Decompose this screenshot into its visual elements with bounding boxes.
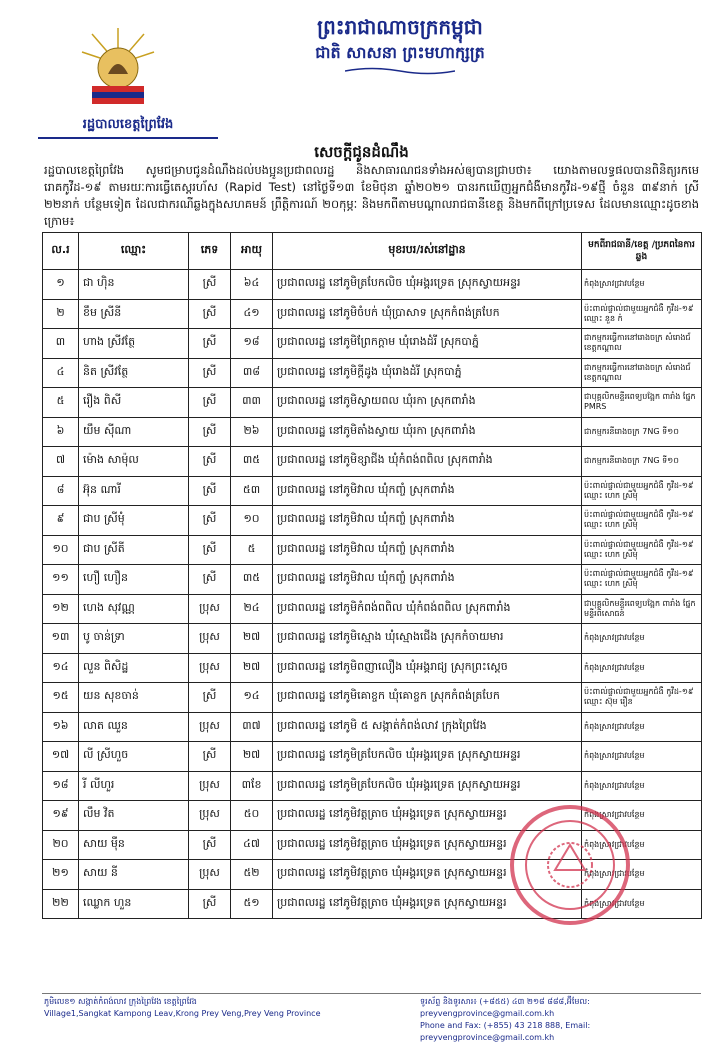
- infection-source: ប៉ះពាល់ផ្ទាល់ជាមួយអ្នកជំងឺ កូវីដ-១៩ ឈ្មោះ ស៊ុម រឿន: [582, 683, 702, 713]
- patient-address: ប្រជាពលរដ្ឋ នៅភូមិស្មោង ឃុំស្មោងជើង ស្រុកកំចាយមារ: [273, 624, 582, 654]
- row-number: ១១: [43, 565, 79, 595]
- official-stamp-icon: [505, 800, 635, 930]
- row-number: ៨: [43, 476, 79, 506]
- patient-age: ២៧: [231, 624, 273, 654]
- patient-name: រី លីហួរ: [79, 771, 189, 801]
- infection-source: ប៉ះពាល់ផ្ទាល់ជាមួយអ្នកជំងឺ កូវីដ-១៩ ឈ្មោះ ហេក ស្រីមុំ: [582, 565, 702, 595]
- patient-name: និត ស្រីវត្ថែ: [79, 358, 189, 388]
- footer-contact: [420, 996, 723, 1044]
- infection-source: កំពុងស្រាវជ្រាវបន្ថែម: [582, 653, 702, 683]
- province-emblem-icon: [78, 24, 158, 112]
- patient-gender: ស្រី: [189, 535, 231, 565]
- patient-address: ប្រជាពលរដ្ឋ នៅភូមិវត្តត្រាច ឃុំអង្គរទ្រេត ស្រុកស្វាយអន្ទរ: [273, 830, 582, 860]
- footer-contact-en: Phone and Fax: (+855) 43 218 888, Email: preyvengprovince@gmail.com.kh: [420, 1021, 591, 1042]
- national-motto: ជាតិ សាសនា ព្រះមហាក្សត្រ: [315, 43, 485, 62]
- table-row: [43, 329, 702, 359]
- patient-name: ហាង ស្រីវត្ថែ: [79, 329, 189, 359]
- patient-age: ៥២: [231, 860, 273, 890]
- table-row: [43, 653, 702, 683]
- patient-gender: ប្រុស: [189, 771, 231, 801]
- patient-address: ប្រជាពលរដ្ឋ នៅភូមិស្វាយពល ឃុំរកា ស្រុកពារាំង: [273, 388, 582, 418]
- patient-address: ប្រជាពលរដ្ឋ នៅភូមិត្របែកលិច ឃុំអង្គរទ្រេត ស្រុកស្វាយអន្ទរ: [273, 742, 582, 772]
- patient-age: ៣៥: [231, 565, 273, 595]
- footer-divider: [42, 993, 701, 994]
- table-row: [43, 624, 702, 654]
- patient-address: ប្រជាពលរដ្ឋ នៅភូមិខ្សាជីង ឃុំកំពង់ពពិល ស្រុកពារាំង: [273, 447, 582, 477]
- patient-age: ៣៧: [231, 712, 273, 742]
- province-name: រដ្ឋបាលខេត្តព្រៃវែង: [38, 116, 218, 139]
- row-number: ១៦: [43, 712, 79, 742]
- row-number: ១៣: [43, 624, 79, 654]
- infection-source: កំពុងស្រាវជ្រាវបន្ថែម: [582, 624, 702, 654]
- patient-name: ជា ហ៊ិន: [79, 270, 189, 300]
- patient-gender: ស្រី: [189, 565, 231, 595]
- col-header-gender: ភេទ: [189, 233, 231, 270]
- patient-name: អ៊ុន ណារី: [79, 476, 189, 506]
- notice-intro: រដ្ឋបាលខេត្តព្រៃវែង សូមជម្រាបជូនដំណឹងដល់បងប្អូនប្រជាពលរដ្ឋ និងសាធារណជនទាំងអស់ឲ្យបានជ្រាបថា៖ យោងតាមលទ្ធផលបានពិនិត្យរកមេរោគកូវីដ-១៩ តាមរយៈការធ្វើតេស្តរហ័ស (Rapid Test) នៅថ្ងៃទី១៣ ខែមិថុនា ឆ្នាំ២០២១ បានរកឃើញអ្នកជំងឺមានកូវីដ-១៩ថ្មី ចំនួន ៣៩នាក់ ស្រី ២២នាក់ បន្ថែមទៀត ដែលជាករណីឆ្លងក្នុងសហគមន៍ ព្រឹត្តិការណ៍ ២០កុម្ភៈ និងមកពីតាមបណ្ដាលរាជធានីខេត្ត និងមកពីក្រៅប្រទេស ដែលមានឈ្មោះដូចខាងក្រោម៖: [44, 163, 699, 228]
- row-number: ១: [43, 270, 79, 300]
- row-number: ២២: [43, 889, 79, 919]
- table-row: [43, 594, 702, 624]
- row-number: ១០: [43, 535, 79, 565]
- infection-source: ប៉ះពាល់ផ្ទាល់ជាមួយអ្នកជំងឺ កូវីដ-១៩ ឈ្មោះ នួន ក៉: [582, 299, 702, 329]
- patient-age: ៥: [231, 535, 273, 565]
- col-header-address: មុខរបរ/រស់នៅដ្ឋាន: [273, 233, 582, 270]
- table-row: [43, 742, 702, 772]
- infection-source: កំពុងស្រាវជ្រាវបន្ថែម: [582, 889, 702, 919]
- infection-source: កំពុងស្រាវជ្រាវបន្ថែម: [582, 830, 702, 860]
- patient-name: សាយ នី: [79, 860, 189, 890]
- patient-age: ២៦: [231, 417, 273, 447]
- patient-age: ៥៣: [231, 476, 273, 506]
- patient-address: ប្រជាពលរដ្ឋ នៅភូមិចំបក់ ឃុំប្រាសាទ ស្រុកកំពង់ត្របែក: [273, 299, 582, 329]
- patient-address: ប្រជាពលរដ្ឋ នៅភូមិ ៥ សង្កាត់កំពង់លាវ ក្រុងព្រៃវែង: [273, 712, 582, 742]
- row-number: ៥: [43, 388, 79, 418]
- patient-address: ប្រជាពលរដ្ឋ នៅភូមិវាល ឃុំកញ្ចំ ស្រុកពារាំង: [273, 506, 582, 536]
- row-number: ៣: [43, 329, 79, 359]
- patient-gender: ស្រី: [189, 447, 231, 477]
- infection-source: ជាកម្មករនីរោងចក្រ 7NG ទី១០: [582, 417, 702, 447]
- footer-contact-km: ទូរស័ព្ទ និងទូរសារ៖ (+៨៥៥) ៤៣ ២១៨ ៨៨៨,អ៊ីមែល: preyvengprovince@gmail.com.kh: [420, 997, 590, 1018]
- patient-name: ជាប ស្រីមុំ: [79, 506, 189, 536]
- row-number: ១៨: [43, 771, 79, 801]
- patient-name: បូ ចាន់ទ្រា: [79, 624, 189, 654]
- infection-source: ជាកម្មករធ្វើការនៅរោងចក្រ សំរោងជ័ ខេត្តកណ្ដាល: [582, 329, 702, 359]
- patient-gender: ស្រី: [189, 889, 231, 919]
- patient-age: ១៤: [231, 683, 273, 713]
- patient-gender: ប្រុស: [189, 712, 231, 742]
- patient-address: ប្រជាពលរដ្ឋ នៅភូមិក្ដីដូង ឃុំរោងដំរី ស្រុកបាភ្នំ: [273, 358, 582, 388]
- footer-address-en: Village1,Sangkat Kampong Leav,Krong Prey Veng,Prey Veng Province: [44, 1009, 321, 1018]
- patient-gender: ស្រី: [189, 329, 231, 359]
- patient-name: លួន ពិសិដ្ឋ: [79, 653, 189, 683]
- infection-source: កំពុងស្រាវជ្រាវបន្ថែម: [582, 801, 702, 831]
- patient-gender: ស្រី: [189, 742, 231, 772]
- patient-age: ៦៤: [231, 270, 273, 300]
- patient-name: រឿង ពិសី: [79, 388, 189, 418]
- patient-address: ប្រជាពលរដ្ឋ នៅភូមិព្រែកក្ដាម ឃុំរោងដំរី ស្រុកបាភ្នំ: [273, 329, 582, 359]
- table-row: [43, 771, 702, 801]
- patient-gender: ស្រី: [189, 299, 231, 329]
- col-header-no: ល.រ: [43, 233, 79, 270]
- patient-gender: ស្រី: [189, 476, 231, 506]
- infection-source: ជាកម្មករនីរោងចក្រ 7NG ទី១០: [582, 447, 702, 477]
- patient-address: ប្រជាពលរដ្ឋ នៅភូមិពញាលឿង ឃុំអង្គរាជ្យ ស្រុកព្រះស្ដេច: [273, 653, 582, 683]
- patient-name: ខឹម ស្រីនី: [79, 299, 189, 329]
- row-number: ២: [43, 299, 79, 329]
- patient-age: ២៧: [231, 742, 273, 772]
- patient-gender: ស្រី: [189, 270, 231, 300]
- table-row: [43, 358, 702, 388]
- col-header-age: អាយុ: [231, 233, 273, 270]
- col-header-source: មកពីរាជធានី/ខេត្ត /ប្រភពនៃការឆ្លង: [582, 233, 702, 270]
- table-row: [43, 712, 702, 742]
- patient-age: ១០: [231, 506, 273, 536]
- patient-address: ប្រជាពលរដ្ឋ នៅភូមិវត្តត្រាច ឃុំអង្គរទ្រេត ស្រុកស្វាយអន្ទរ: [273, 889, 582, 919]
- patient-address: ប្រជាពលរដ្ឋ នៅភូមិគោខ្ចក ឃុំគោខ្ចក ស្រុកកំពង់ត្របែក: [273, 683, 582, 713]
- row-number: ១២: [43, 594, 79, 624]
- table-row: [43, 270, 702, 300]
- patient-address: ប្រជាពលរដ្ឋ នៅភូមិវត្តត្រាច ឃុំអង្គរទ្រេត ស្រុកស្វាយអន្ទរ: [273, 860, 582, 890]
- patient-age: ២៧: [231, 653, 273, 683]
- patient-age: ៤១: [231, 299, 273, 329]
- patient-age: ៣៥: [231, 447, 273, 477]
- notice-title: សេចក្ដីជូនដំណឹង: [314, 143, 409, 161]
- patient-gender: ប្រុស: [189, 653, 231, 683]
- row-number: ៧: [43, 447, 79, 477]
- patient-address: ប្រជាពលរដ្ឋ នៅភូមិវាល ឃុំកញ្ចំ ស្រុកពារាំង: [273, 535, 582, 565]
- infection-source: ជាកម្មករធ្វើការនៅរោងចក្រ សំរោងជ័ ខេត្តកណ្ដាល: [582, 358, 702, 388]
- patient-address: ប្រជាពលរដ្ឋ នៅភូមិវាល ឃុំកញ្ចំ ស្រុកពារាំង: [273, 565, 582, 595]
- table-row: [43, 506, 702, 536]
- patient-gender: ស្រី: [189, 830, 231, 860]
- patient-name: ជាប ស្រីតី: [79, 535, 189, 565]
- infection-source: កំពុងស្រាវជ្រាវបន្ថែម: [582, 712, 702, 742]
- table-row: [43, 388, 702, 418]
- table-row: [43, 535, 702, 565]
- patient-gender: ប្រុស: [189, 860, 231, 890]
- patient-gender: ស្រី: [189, 358, 231, 388]
- patient-name: ហេង សុវណ្ណ: [79, 594, 189, 624]
- patient-age: ៣ខែ: [231, 771, 273, 801]
- patient-gender: ស្រី: [189, 683, 231, 713]
- infection-source: កំពុងស្រាវជ្រាវបន្ថែម: [582, 771, 702, 801]
- patient-name: លី ស្រីហួច: [79, 742, 189, 772]
- ornament-divider-icon: [345, 66, 455, 76]
- patient-address: ប្រជាពលរដ្ឋ នៅភូមិតាំងស្វាយ ឃុំរកា ស្រុកពារាំង: [273, 417, 582, 447]
- footer-address: [44, 996, 321, 1020]
- patient-name: យឹម ស៊ីណា: [79, 417, 189, 447]
- patient-name: ហឿ ហឿន: [79, 565, 189, 595]
- infection-source: កំពុងស្រាវជ្រាវបន្ថែម: [582, 270, 702, 300]
- patient-address: ប្រជាពលរដ្ឋ នៅភូមិត្របែកលិច ឃុំអង្គរទ្រេត ស្រុកស្វាយអន្ទរ: [273, 771, 582, 801]
- patient-gender: ស្រី: [189, 417, 231, 447]
- patient-name: យន សុខចាន់: [79, 683, 189, 713]
- patient-address: ប្រជាពលរដ្ឋ នៅភូមិវាល ឃុំកញ្ចំ ស្រុកពារាំង: [273, 476, 582, 506]
- patient-age: ១៨: [231, 329, 273, 359]
- infection-source: ប៉ះពាល់ផ្ទាល់ជាមួយអ្នកជំងឺ កូវីដ-១៩ ឈ្មោះ ហេក ស្រីមុំ: [582, 506, 702, 536]
- patient-name: លាត ឈួន: [79, 712, 189, 742]
- patient-age: ២៤: [231, 594, 273, 624]
- infection-source: កំពុងស្រាវជ្រាវបន្ថែម: [582, 860, 702, 890]
- table-row: [43, 683, 702, 713]
- row-number: ១៩: [43, 801, 79, 831]
- patient-address: ប្រជាពលរដ្ឋ នៅភូមិត្របែកលិច ឃុំអង្គរទ្រេត ស្រុកស្វាយអន្ទរ: [273, 270, 582, 300]
- row-number: ១៧: [43, 742, 79, 772]
- row-number: ១៥: [43, 683, 79, 713]
- patient-name: ម៉ោង សាម៉ុល: [79, 447, 189, 477]
- row-number: ៦: [43, 417, 79, 447]
- patient-age: ៥១: [231, 889, 273, 919]
- infection-source: ប៉ះពាល់ផ្ទាល់ជាមួយអ្នកជំងឺ កូវីដ-១៩ ឈ្មោះ ហេក ស្រីមុំ: [582, 476, 702, 506]
- table-row: [43, 476, 702, 506]
- table-row: [43, 417, 702, 447]
- row-number: ២១: [43, 860, 79, 890]
- patient-gender: ប្រុស: [189, 801, 231, 831]
- patient-name: ឈ្លោក ហួន: [79, 889, 189, 919]
- patient-address: ប្រជាពលរដ្ឋ នៅភូមិកំពង់ពពិល ឃុំកំពង់ពពិល ស្រុកពារាំង: [273, 594, 582, 624]
- col-header-name: ឈ្មោះ: [79, 233, 189, 270]
- row-number: ២០: [43, 830, 79, 860]
- patient-age: ៣៣: [231, 388, 273, 418]
- patient-gender: ប្រុស: [189, 624, 231, 654]
- patient-address: ប្រជាពលរដ្ឋ នៅភូមិវត្តត្រាច ឃុំអង្គរទ្រេត ស្រុកស្វាយអន្ទរ: [273, 801, 582, 831]
- patient-age: ៤៧: [231, 830, 273, 860]
- row-number: ៩: [43, 506, 79, 536]
- patient-age: ៣៨: [231, 358, 273, 388]
- table-row: [43, 299, 702, 329]
- infection-source: ជាបុគ្គលិកមន្ទីរពេទ្យបង្អែក ពារាំង ផ្នែក មន្ទីរពិសោធន៍: [582, 594, 702, 624]
- footer-address-km: ភូមិលេខ១ សង្កាត់កំពង់លាវ ក្រុងព្រៃវែង ខេត្តព្រៃវែង: [44, 997, 197, 1006]
- patient-gender: ស្រី: [189, 506, 231, 536]
- table-row: [43, 565, 702, 595]
- table-row: [43, 447, 702, 477]
- row-number: ១៤: [43, 653, 79, 683]
- patient-gender: ស្រី: [189, 388, 231, 418]
- infection-source: កំពុងស្រាវជ្រាវបន្ថែម: [582, 742, 702, 772]
- infection-source: ប៉ះពាល់ផ្ទាល់ជាមួយអ្នកជំងឺ កូវីដ-១៩ ឈ្មោះ ហេក ស្រីមុំ: [582, 535, 702, 565]
- patient-gender: ប្រុស: [189, 594, 231, 624]
- patient-age: ៥០: [231, 801, 273, 831]
- table-header-row: [43, 233, 702, 270]
- kingdom-title: ព្រះរាជាណាចក្រកម្ពុជា: [317, 15, 483, 39]
- row-number: ៤: [43, 358, 79, 388]
- patient-name: លឹម វិត: [79, 801, 189, 831]
- infection-source: ជាបុគ្គលិកមន្ទីរពេទ្យបង្អែក ពារាំង ផ្នែក PMRS: [582, 388, 702, 418]
- patient-name: សាយ ម៉ឺន: [79, 830, 189, 860]
